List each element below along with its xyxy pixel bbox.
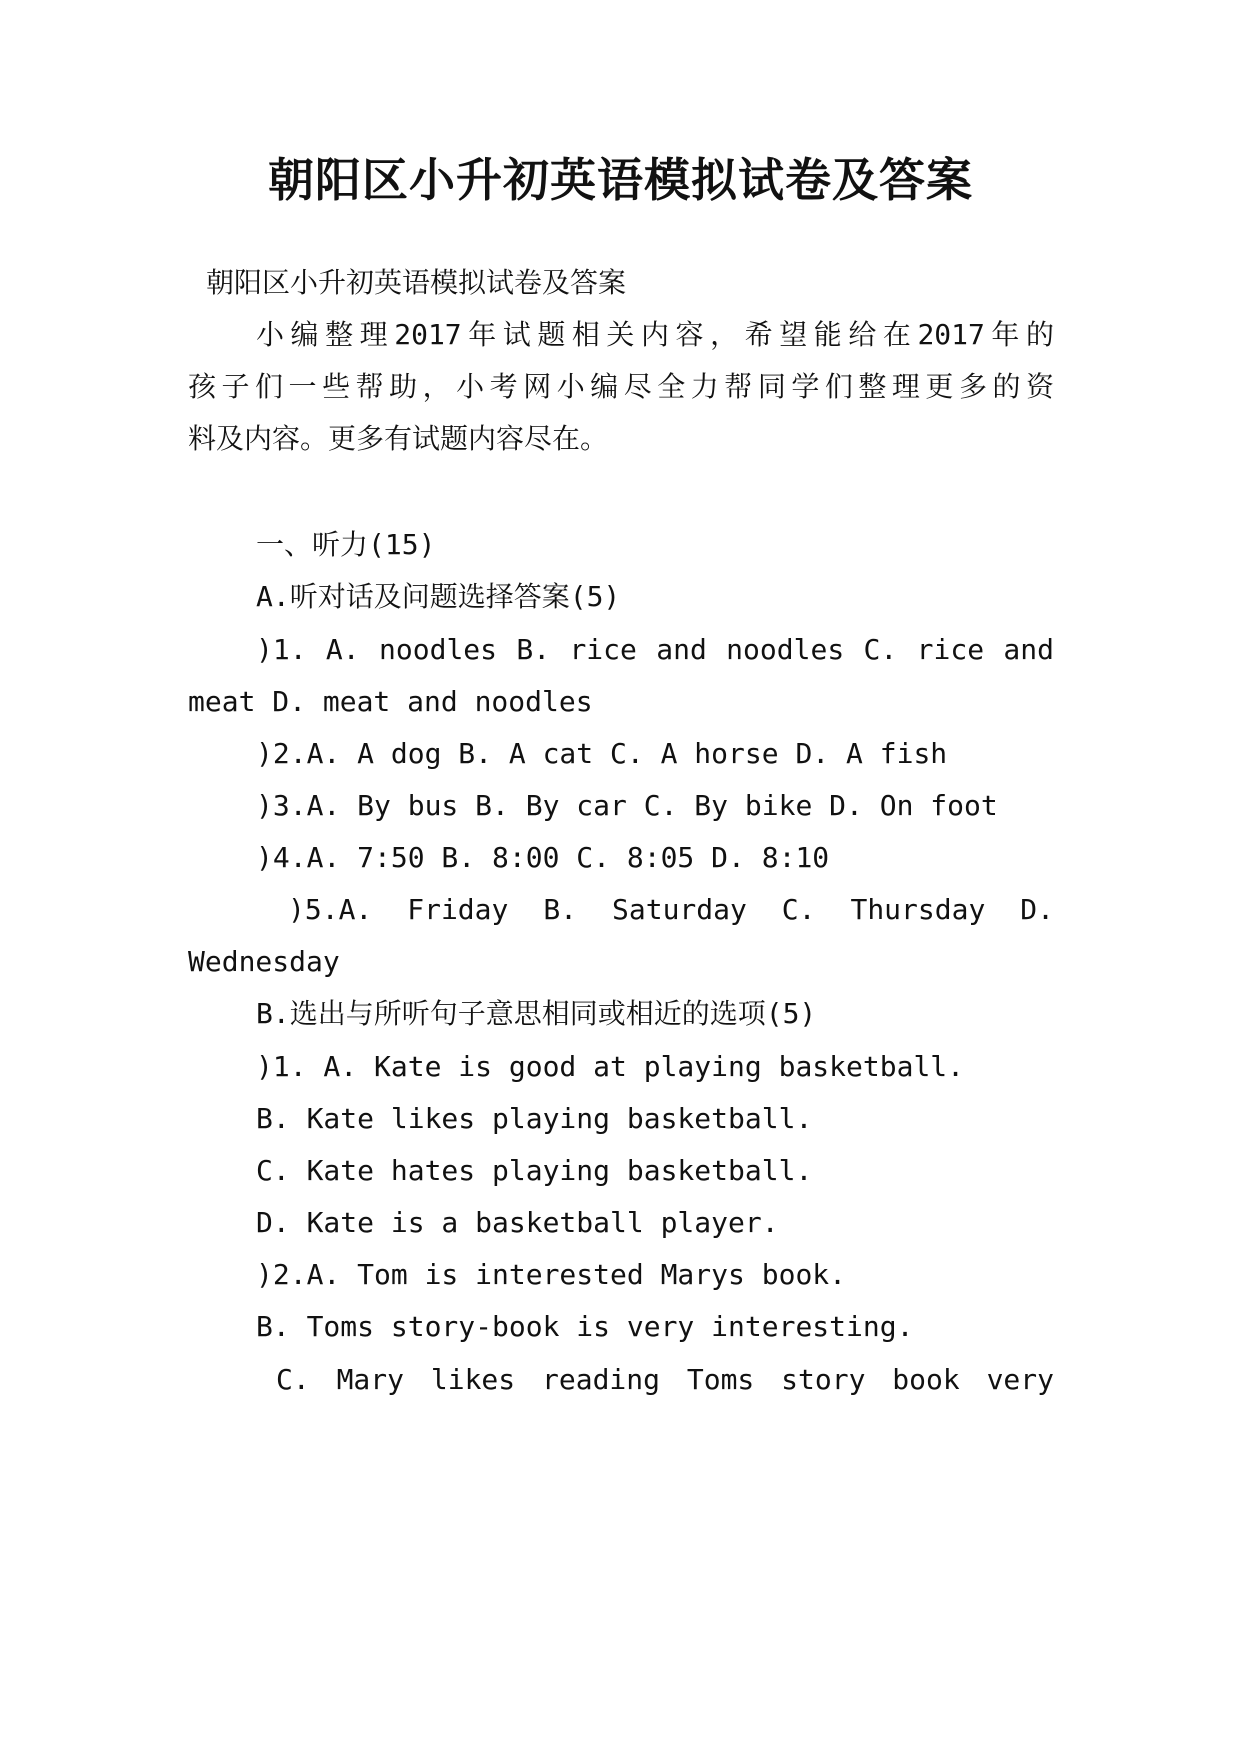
part-b-heading: B.选出与所听句子意思相同或相近的选项(5) (256, 997, 817, 1030)
part-a-question-4: )4.A. 7:50 B. 8:00 C. 8:05 D. 8:10 (256, 841, 830, 874)
subtitle: 朝阳区小升初英语模拟试卷及答案 (206, 266, 627, 299)
part-a-question-5-line-2: Wednesday (188, 945, 340, 978)
intro-line-1: 小编整理2017年试题相关内容，希望能给在2017年的 (256, 318, 1054, 351)
part-b-question-1-option-b: B. Kate likes playing basketball. (256, 1102, 813, 1135)
part-a-question-5-line-1: )5.A. Friday B. Saturday C. Thursday D. (288, 893, 1054, 926)
part-a-question-2: )2.A. A dog B. A cat C. A horse D. A fish (256, 737, 948, 770)
part-b-question-2-option-c: C. Mary likes reading Toms story book very (276, 1363, 1054, 1396)
part-b-question-1-option-d: D. Kate is a basketball player. (256, 1206, 779, 1239)
part-a-heading: A.听对话及问题选择答案(5) (256, 580, 621, 613)
part-a-question-1-line-2: meat D. meat and noodles (188, 685, 593, 718)
part-b-question-1-option-a: )1. A. Kate is good at playing basketball. (256, 1050, 965, 1083)
part-a-question-3: )3.A. By bus B. By car C. By bike D. On foot (256, 789, 998, 822)
intro-line-3: 料及内容。更多有试题内容尽在。 (188, 422, 609, 455)
document-title: 朝阳区小升初英语模拟试卷及答案 (268, 153, 973, 207)
document-body (188, 254, 1054, 1454)
part-b-question-1-option-c: C. Kate hates playing basketball. (256, 1154, 813, 1187)
part-b-question-2-option-b: B. Toms story-book is very interesting. (256, 1310, 914, 1343)
part-b-question-2-option-a: )2.A. Tom is interested Marys book. (256, 1258, 847, 1291)
part-a-question-1-line-1: )1. A. noodles B. rice and noodles C. rice and (256, 633, 1054, 666)
section-heading-listening: 一、听力(15) (256, 528, 436, 561)
intro-line-2: 孩子们一些帮助，小考网小编尽全力帮同学们整理更多的资 (188, 370, 1054, 403)
